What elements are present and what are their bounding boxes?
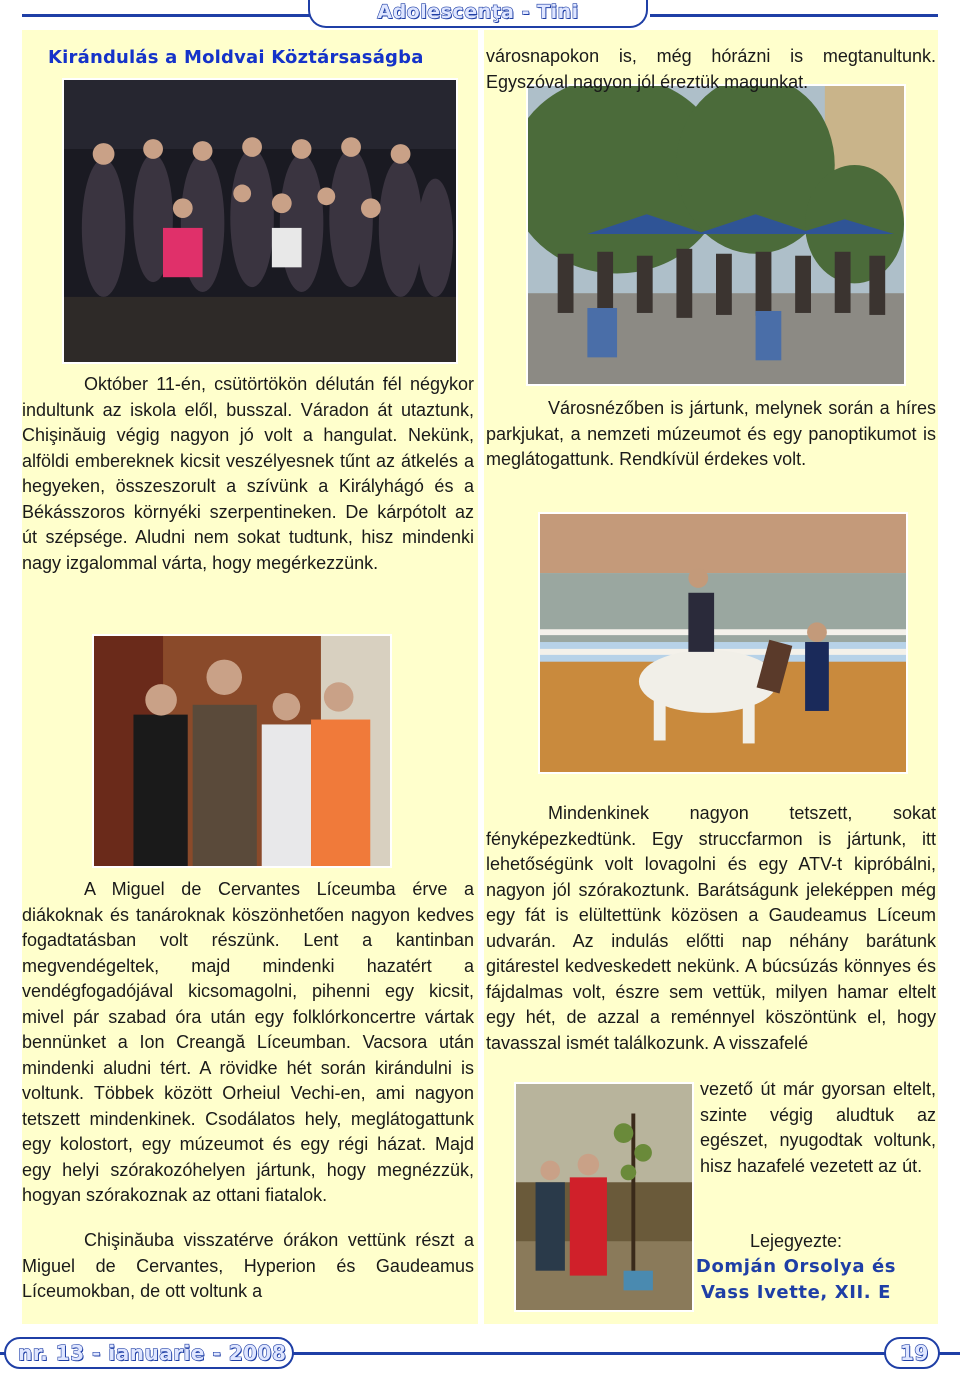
right-paragraph-1: [486, 44, 936, 95]
header-banner: [308, 0, 648, 28]
right-paragraph-4: [700, 1077, 936, 1179]
left-paragraph-3: [22, 1228, 474, 1305]
right-paragraph-2: [486, 396, 936, 473]
four-friends-photo: [92, 634, 392, 868]
page-number: 19: [900, 1341, 929, 1365]
horse-riding-photo: [538, 512, 908, 774]
paragraph-text: városnapokon is, még hórázni is megtanultunk. Egyszóval nagyon jól éreztük magunkat.: [486, 46, 936, 92]
article-title: Kirándulás a Moldvai Köztársaságba: [48, 47, 424, 68]
header-rule-left: [22, 14, 310, 17]
header-rule-right: [650, 14, 938, 17]
paragraph-text: vezető út már gyorsan eltelt, szinte végig aludtuk az egészet, nyugodtak voltunk, hisz hazafelé vezetett az út.: [700, 1079, 936, 1176]
paragraph-text: Városnézőben is jártunk, melynek során a híres parkjukat, a nemzeti múzeumot és egy panoptikumot is meglátogattunk. Rendkívül érdekes volt.: [486, 398, 936, 469]
park-dance-photo: [526, 84, 906, 386]
paragraph-text: A Miguel de Cervantes Líceumba érve a diákoknak és tanároknak köszönhetően nagyon kedves fogadtatásban volt részünk. Lent a kantinban megvendégeltek, majd mindenki hazatért a vendégfogadójával kicsomagolni, pihenni egy kicsit, mivel pár szabad óra után egy folklórkoncertre vártak bennünket a Ion Creangă Líceumban. Vacsora után mindenki aludni tért. A rövidke hét során kirándulni is voltunk. Többek között Orheiul Vechi-en, ami nagyon tetszett mindenkinek. Csodálatos hely, meglátogattunk egy kolostort, egy múzeumot és egy régi házat. Majd egy helyi szórakozóhelyen jártunk, hogy megnézzük, hogyan szórakoznak az ottani fiatalok.: [22, 879, 474, 1205]
right-paragraph-3: [486, 801, 936, 1056]
signature-names: Domján Orsolya és Vass Ivette, XII. E: [695, 1256, 897, 1303]
signature-block: [690, 1228, 902, 1306]
signature-label: Lejegyezte:: [749, 1231, 843, 1251]
tree-planting-photo: [514, 1082, 694, 1312]
paragraph-text: Október 11-én, csütörtökön délután fél négykor indultunk az iskola elől, busszal. Váradon át utaztunk, Chişinăuig végig nagyon jó volt a hangulat. Nekünk, alföldi embereknek kicsit veszélyesnek tűnt az átkelés a hegyeken, összeszorult a szívünk a Királyhágó és a Békásszoros környéki szerpentineken. De kárpótolt az út szépsége. Aludni nem sokat tudtunk, hisz mindenki nagy izgalommal várta, hogy megérkezzünk.: [22, 374, 474, 573]
paragraph-text: Chişinăuba visszatérve órákon vettünk részt a Miguel de Cervantes, Hyperion és Gaudeamus Líceumokban, de ott voltunk a: [22, 1230, 474, 1301]
group-photo-night: [62, 78, 458, 364]
paragraph-text: Mindenkinek nagyon tetszett, sokat fényképezkedtünk. Egy struccfarmon is jártunk, itt lehetőségünk volt lovagolni és egy ATV-t kipróbálni, nagyon jól szórakoztunk. Barátságunk jeleképpen még egy fát is elültettünk közösen a Gaudeamus Líceum udvarán. Az indulás előtti nap néhány barátunk gitárestel kedveskedett nekünk. A búcsúzás könnyes és fájdalmas volt, észre sem vettük, milyen hamar eltelt egy hét, de azzal a reménnyel köszöntünk el, hogy tavasszal ismét találkozunk. A visszafelé: [486, 803, 936, 1053]
left-paragraph-2: [22, 877, 474, 1209]
left-paragraph-1: [22, 372, 474, 576]
magazine-title: Adolescenţa - Tini: [377, 1, 579, 23]
issue-label: nr. 13 - ianuarie - 2008: [18, 1341, 287, 1365]
